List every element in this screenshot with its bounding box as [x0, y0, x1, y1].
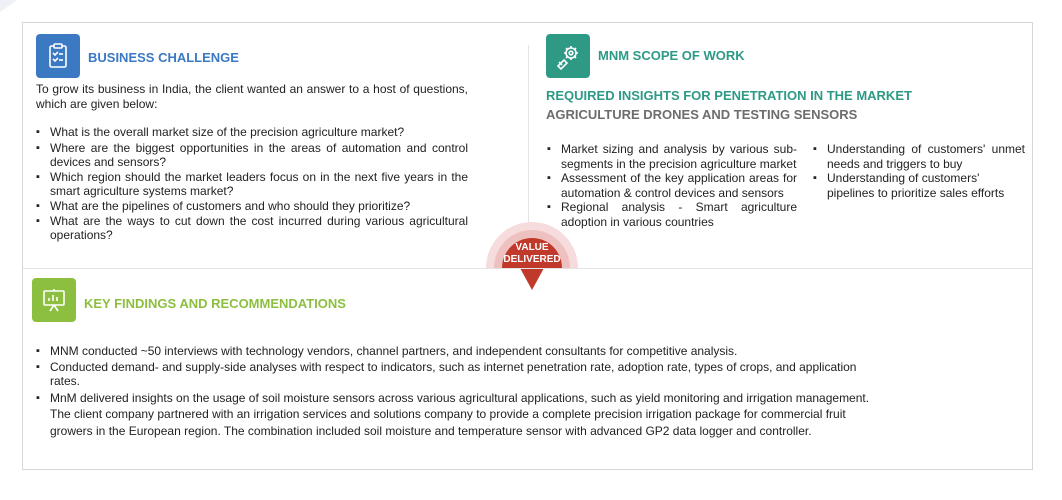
key-findings-title: KEY FINDINGS AND RECOMMENDATIONS [84, 296, 346, 311]
gears-icon [546, 34, 590, 78]
scope-item: ▪ Understanding of customers' unmet needs and triggers to buy [813, 142, 1025, 171]
scope-of-work-title: MNM SCOPE OF WORK [598, 48, 745, 63]
question-item: ▪ Where are the biggest opportunities in the areas of automation and control devices and sensors? [36, 141, 468, 170]
vertical-divider [528, 45, 529, 245]
business-challenge-title: BUSINESS CHALLENGE [88, 50, 239, 65]
decorative-corner-stripe [0, 0, 111, 20]
scope-item: ▪ Understanding of customers' pipelines to prioritize sales efforts [813, 171, 1025, 200]
finding-item: ▪ MnM delivered insights on the usage of soil moisture sensors across various agricultural applications, such as yield monitoring and irrigation management. The client company partnered with an irrigation services and solutions company to provide a complete precision irrigation package for commercial fruit growers in the European region. The combination included soil moisture and temperature sensor with advanced GP2 data logger and controller. [36, 390, 886, 440]
question-item: ▪ What are the pipelines of customers and who should they prioritize? [36, 199, 468, 214]
checklist-icon [36, 34, 80, 78]
business-challenge-questions [36, 125, 468, 243]
finding-item: ▪ MNM conducted ~50 interviews with technology vendors, channel partners, and independent consultants for competitive analysis. [36, 344, 886, 359]
value-delivered-badge [484, 218, 580, 292]
badge-line-2: DELIVERED [503, 254, 561, 265]
question-item: ▪ What is the overall market size of the precision agriculture market? [36, 125, 468, 140]
business-challenge-intro: To grow its business in India, the client wanted an answer to a host of questions, which are given below: [36, 82, 468, 111]
question-item: ▪ Which region should the market leaders focus on in the next five years in the smart agriculture systems market? [36, 170, 468, 199]
key-findings-list [36, 344, 886, 439]
badge-line-1: VALUE [515, 242, 549, 253]
scope-item: ▪ Assessment of the key application areas for automation & control devices and sensors [547, 171, 797, 200]
scope-left-list [547, 142, 797, 230]
scope-subtitle-insights: REQUIRED INSIGHTS FOR PENETRATION IN THE MARKET [546, 88, 912, 103]
scope-item: ▪ Market sizing and analysis by various sub-segments in the precision agriculture market [547, 142, 797, 171]
question-item: ▪ What are the ways to cut down the cost incurred during various agricultural operations? [36, 214, 468, 243]
scope-subtitle-sensors: AGRICULTURE DRONES AND TESTING SENSORS [546, 107, 858, 122]
scope-item: ▪ Regional analysis - Smart agriculture adoption in various countries [547, 200, 797, 229]
presentation-chart-icon [32, 278, 76, 322]
scope-right-list [813, 142, 1025, 200]
finding-item: ▪ Conducted demand- and supply-side analyses with respect to indicators, such as internet penetration rate, adoption rate, types of crops, and application rates. [36, 360, 886, 389]
